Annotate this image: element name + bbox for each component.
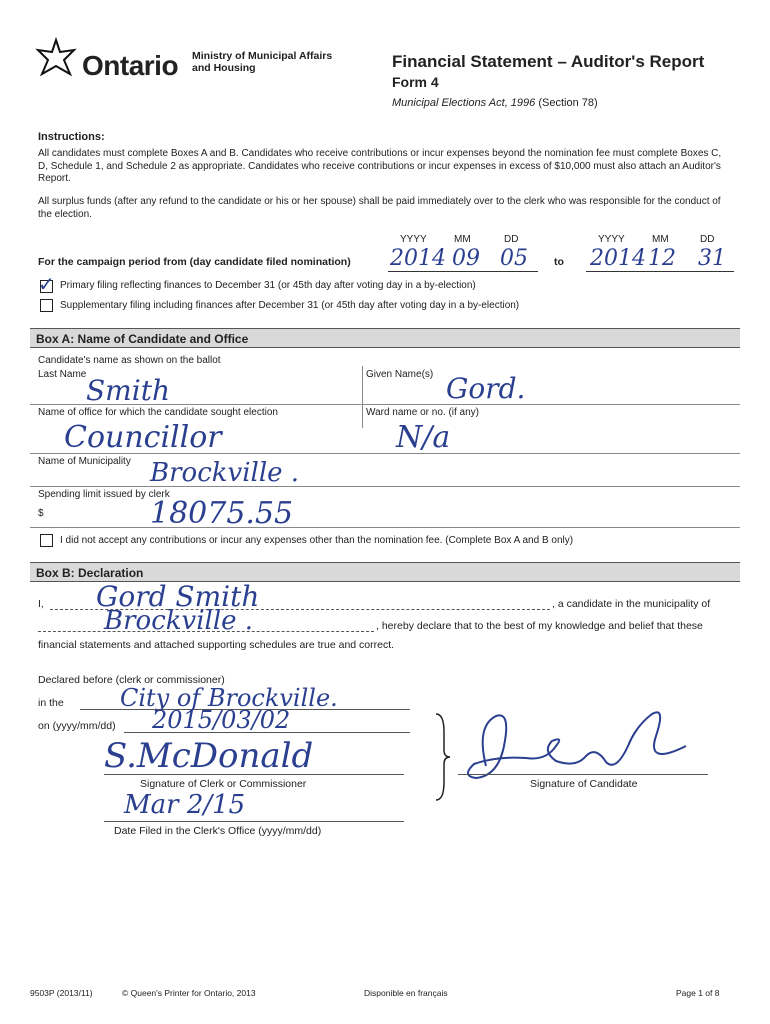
instructions-heading: Instructions: (38, 131, 105, 143)
declaration-municipality[interactable]: Brockville . (104, 606, 254, 636)
to-mm-value[interactable]: 12 (648, 246, 676, 271)
municipality-label: Name of Municipality (38, 456, 131, 467)
act-reference (392, 97, 598, 109)
candidate-signature-line (458, 774, 708, 775)
divider (30, 527, 740, 528)
mm-header: MM (454, 234, 471, 245)
to-dd-value[interactable]: 31 (698, 246, 726, 271)
ward-value[interactable]: N/a (396, 420, 451, 455)
dd-header: DD (504, 234, 519, 245)
divider (30, 404, 740, 405)
declaration-hereby: , hereby declare that to the best of my knowledge and belief that these (376, 620, 703, 632)
office-value[interactable]: Councillor (64, 420, 222, 455)
yyyy-header: YYYY (400, 234, 427, 245)
signature-bracket-icon (432, 712, 452, 802)
ward-label: Ward name or no. (if any) (366, 407, 480, 418)
declaration-candidate-in: , a candidate in the municipality of (552, 598, 711, 610)
divider (30, 486, 740, 487)
form-title: Financial Statement – Auditor's Report (392, 52, 705, 71)
no-contributions-checkbox[interactable] (40, 534, 53, 547)
to-mm-header: MM (652, 234, 669, 245)
clerk-signature-line (104, 774, 404, 775)
spending-limit-value[interactable]: 18075.55 (150, 496, 294, 531)
act-section: (Section 78) (538, 97, 598, 109)
last-name-value[interactable]: Smith (86, 374, 170, 407)
date-filed-value[interactable]: Mar 2/15 (124, 790, 246, 820)
in-the-label: in the (38, 697, 64, 709)
to-yyyy-header: YYYY (598, 234, 625, 245)
no-contributions-label: I did not accept any contributions or incur any expenses other than the nomination fee. (Complete Box A and B only) (60, 535, 574, 546)
primary-filing-checkmark: ✓ (38, 272, 55, 296)
instructions-para1: All candidates must complete Boxes A and B. Candidates who receive contributions or incur expenses beyond the nomination fee must complete Boxes C, D, Schedule 1, and Schedule 2 as appropriate. Candidates who receive contributions or incur expenses in excess of $10,000 must also attach an Auditor's Report. (38, 148, 722, 184)
declaration-i: I, (38, 598, 44, 610)
declared-before-label: Declared before (clerk or commissioner) (38, 674, 225, 686)
supplementary-filing-checkbox[interactable] (40, 299, 53, 312)
period-label: For the campaign period from (day candidate filed nomination) (38, 256, 351, 268)
act-name: Municipal Elections Act, 1996 (392, 97, 536, 109)
given-names-value[interactable]: Gord. (446, 372, 526, 405)
candidate-signature-label: Signature of Candidate (530, 778, 638, 790)
to-yyyy-value[interactable]: 2014 (590, 246, 646, 271)
office-label: Name of office for which the candidate sought election (38, 407, 278, 418)
currency-symbol: $ (38, 508, 44, 519)
divider (30, 453, 740, 454)
ontario-logo-text: Ontario (82, 50, 179, 81)
ministry-name: Ministry of Municipal Affairs and Housing (192, 50, 333, 74)
ontario-trillium-logo-icon (30, 36, 82, 78)
clerk-signature-label: Signature of Clerk or Commissioner (140, 778, 307, 790)
declaration-candidate-name[interactable]: Gord Smith (96, 580, 260, 613)
on-date-label: on (yyyy/mm/dd) (38, 720, 116, 732)
from-yyyy-value[interactable]: 2014 (390, 246, 446, 271)
vertical-divider (362, 366, 363, 428)
given-names-label: Given Name(s) (366, 369, 434, 380)
instructions-para2: All surplus funds (after any refund to the candidate or his or her spouse) shall be paid immediately over to the clerk who was responsible for the conduct of the election. (38, 196, 721, 220)
candidate-name-as-shown-label: Candidate's name as shown on the ballot (38, 355, 221, 366)
period-to-label: to (554, 256, 564, 268)
footer-french: Disponible en français (364, 988, 448, 998)
primary-filing-label: Primary filing reflecting finances to December 31 (or 45th day after voting day in a by-election) (60, 280, 476, 291)
footer-page: Page 1 of 8 (676, 988, 720, 998)
form-number: Form 4 (392, 74, 439, 90)
from-dd-value[interactable]: 05 (500, 246, 528, 271)
municipality-value[interactable]: Brockville . (150, 458, 300, 488)
supplementary-filing-label: Supplementary filing including finances after December 31 (or 45th day after voting day in a by-election) (60, 300, 520, 311)
date-filed-label: Date Filed in the Clerk's Office (yyyy/mm/dd) (114, 825, 322, 837)
box-a-heading: Box A: Name of Candidate and Office (30, 328, 740, 348)
box-b-heading: Box B: Declaration (30, 562, 740, 582)
declaration-financial: financial statements and attached supporting schedules are true and correct. (38, 639, 395, 651)
spending-limit-label: Spending limit issued by clerk (38, 489, 170, 500)
on-date-value[interactable]: 2015/03/02 (152, 706, 291, 734)
to-dd-header: DD (700, 234, 715, 245)
date-filed-line (104, 821, 404, 822)
from-mm-value[interactable]: 09 (452, 246, 480, 271)
footer-copyright: © Queen's Printer for Ontario, 2013 (122, 988, 256, 998)
in-the-value[interactable]: City of Brockville. (120, 684, 338, 712)
clerk-signature[interactable]: S.McDonald (104, 736, 314, 776)
last-name-label: Last Name (38, 369, 87, 380)
footer-code: 9503P (2013/11) (30, 988, 93, 998)
